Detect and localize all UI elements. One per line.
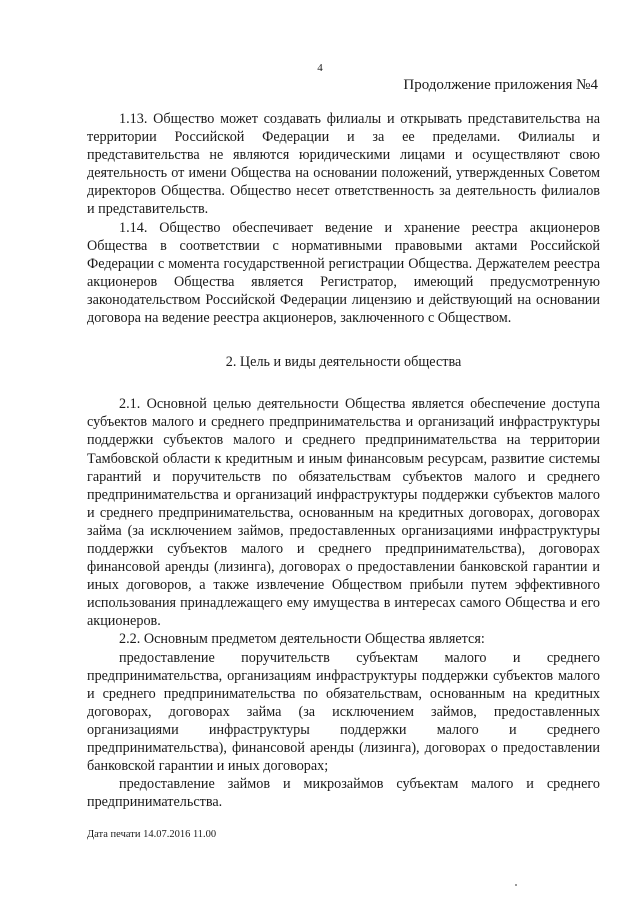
paragraph-1-13: 1.13. Общество может создавать филиалы и открывать представительства на территории Российской Федерации и за ее пределами. Филиалы и представительства не являются юридическими лицами и осуществляют свою деятельность от имени Общества на основании положений, утвержденных Советом директоров Общества. Общество несет ответственность за деятельность филиалов и представительств. xyxy=(87,111,600,218)
print-date: Дата печати 14.07.2016 11.00 xyxy=(87,829,217,840)
paragraph-2-2: 2.2. Основным предметом деятельности Общества является: xyxy=(119,631,485,648)
scan-speck xyxy=(515,884,517,886)
paragraph-2-1: 2.1. Основной целью деятельности Общества является обеспечение доступа субъектов малого и среднего предпринимательства и организаций инфраструктуры поддержки субъектов малого и среднего предпринимательства на территории Тамбовской области к кредитным и иным финансовым ресурсам, развитие системы гарантий и поручительств по обязательствам субъектов малого и среднего предпринимательства и организаций инфраструктуры поддержки субъектов малого и среднего предпринимательства, основанным на кредитных договорах, договорах займа (за исключением займов, предоставленных организациями инфраструктуры поддержки субъектов малого и среднего предпринимательства), договорах финансовой аренды (лизинга), договорах о предоставлении банковской гарантии и иных договоров, а также извлечение Обществом прибыли путем эффективного использования принадлежащего ему имущества в интересах самого Общества и его акционеров. xyxy=(87,396,600,630)
section-heading: 2. Цель и виды деятельности общества xyxy=(225,354,462,371)
continuation-label: Продолжение приложения №4 xyxy=(403,77,598,93)
list-item-loans: предоставление займов и микрозаймов субъектам малого и среднего предпринимательства. xyxy=(87,776,600,811)
list-item-guarantees: предоставление поручительств субъектам малого и среднего предпринимательства, организациям инфраструктуры поддержки субъектов малого и среднего предпринимательства по обязательствам, основанным на кредитных договорах, договорах займа (за исключением займов, предоставленных организациями инфраструктуры поддержки малого и среднего предпринимательства), финансовой аренды (лизинга), договорах о предоставлении банковской гарантии и иных договорах; xyxy=(87,649,600,775)
paragraph-1-14: 1.14. Общество обеспечивает ведение и хранение реестра акционеров Общества в соответствии с нормативными правовыми актами Российской Федерации с момента государственной регистрации Общества. Держателем реестра акционеров Общества является Регистратор, имеющий предусмотренную законодательством Российской Федерации лицензию и действующий на основании договора на ведение реестра акционеров, заключенного с Обществом. xyxy=(87,219,600,327)
document-body xyxy=(87,110,600,811)
page-number: 4 xyxy=(317,62,323,74)
